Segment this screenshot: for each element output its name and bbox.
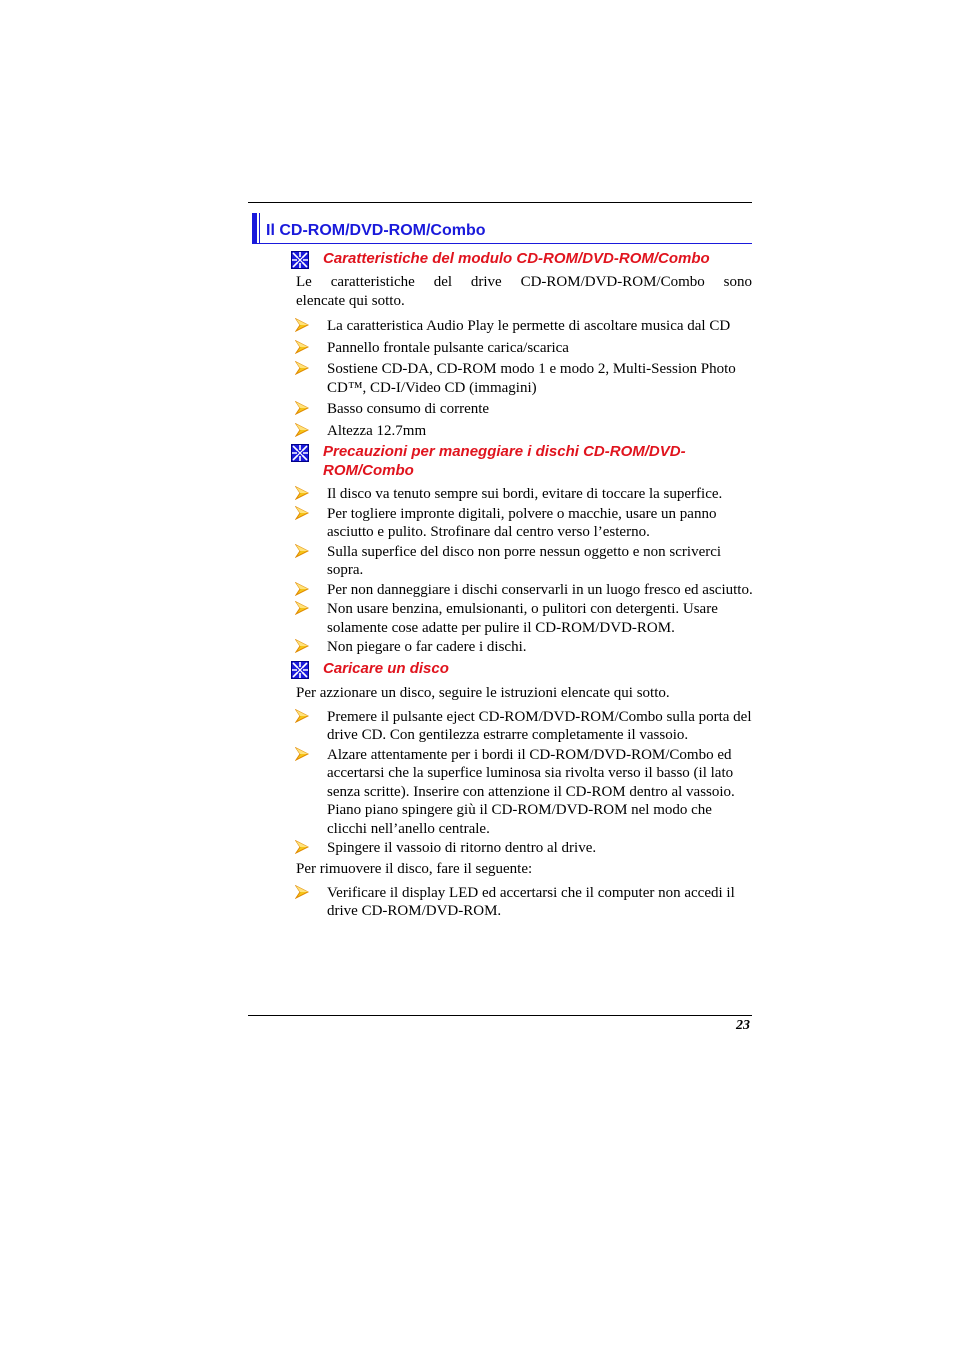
arrow-bullet-icon: [295, 340, 309, 354]
arrow-bullet-icon: [295, 709, 309, 723]
precautions-list: [291, 485, 754, 657]
list-item: Sostiene CD-DA, CD-ROM modo 1 e modo 2, Multi-Session Photo CD™, CD-I/Video CD (immagini): [327, 360, 754, 397]
features-intro: [296, 273, 754, 311]
arrow-bullet-icon: [295, 423, 309, 437]
precautions-heading-line2: ROM/Combo: [323, 462, 414, 479]
subsection-loading: [291, 659, 754, 678]
loading-intro: Per azzionare un disco, seguire le istruzioni elencate qui sotto.: [296, 684, 670, 701]
removal-list: [291, 884, 754, 921]
arrow-bullet-icon: [295, 506, 309, 520]
list-item: Altezza 12.7mm: [327, 422, 754, 441]
features-heading: Caratteristiche del modulo CD-ROM/DVD-ROM/Combo: [323, 250, 710, 267]
precautions-heading-line1: Precauzioni per maneggiare i dischi CD-ROM/DVD-: [323, 443, 686, 460]
list-item: Il disco va tenuto sempre sui bordi, evitare di toccare la superfice.: [327, 485, 754, 504]
list-item: Basso consumo di corrente: [327, 400, 754, 419]
arrow-bullet-icon: [295, 486, 309, 500]
list-item: Alzare attentamente per i bordi il CD-ROM/DVD-ROM/Combo ed accertarsi che la superfice luminosa sia rivolta verso il basso (il lato senza scritte). Inserire con attenzione il CD-ROM dentro al vassoio. Piano piano spingere giù il CD-ROM/DVD-ROM nel modo che clicchi nell’anello centrale.: [327, 746, 754, 839]
features-intro-line2: elencate qui sotto.: [296, 293, 405, 309]
arrow-bullet-icon: [295, 601, 309, 615]
list-item: Non usare benzina, emulsionanti, o pulitori con detergenti. Usare solamente cose adatte per pulire il CD-ROM/DVD-ROM.: [327, 600, 754, 637]
list-item: Per togliere impronte digitali, polvere o macchie, usare un panno asciutto e pulito. Strofinare dal centro verso l’esterno.: [327, 505, 754, 542]
list-item: Verificare il display LED ed accertarsi che il computer non accedi il drive CD-ROM/DVD-ROM.: [327, 884, 754, 921]
arrow-bullet-icon: [295, 544, 309, 558]
arrow-bullet-icon: [295, 840, 309, 854]
arrow-bullet-icon: [295, 361, 309, 375]
loading-list: [291, 708, 754, 858]
page-number: 23: [736, 1018, 750, 1033]
arrow-bullet-icon: [295, 747, 309, 761]
bottom-rule: [248, 1015, 752, 1016]
removal-intro: Per rimuovere il disco, fare il seguente:: [296, 860, 533, 877]
features-intro-line1: Le caratteristiche del drive CD-ROM/DVD-ROM/Combo sono: [296, 274, 752, 290]
list-item: Premere il pulsante eject CD-ROM/DVD-ROM/Combo sulla porta del drive CD. Con gentilezza estrarre completamente il vassoio.: [327, 708, 754, 745]
arrow-bullet-icon: [295, 401, 309, 415]
star-bullet-icon: [291, 251, 309, 269]
section-bar-icon: [252, 213, 257, 243]
loading-heading: Caricare un disco: [323, 659, 449, 677]
list-item: Per non danneggiare i dischi conservarli in un luogo fresco ed asciutto.: [327, 581, 754, 600]
star-bullet-icon: [291, 661, 309, 679]
subsection-precautions: [291, 442, 754, 480]
section-header: [252, 213, 752, 244]
page-content: [291, 248, 754, 921]
features-list: [291, 317, 754, 440]
section-bar-thin-icon: [259, 213, 260, 243]
arrow-bullet-icon: [295, 885, 309, 899]
section-title: Il CD-ROM/DVD-ROM/Combo: [266, 222, 486, 239]
star-bullet-icon: [291, 444, 309, 462]
top-rule: [248, 202, 752, 203]
list-item: La caratteristica Audio Play le permette di ascoltare musica dal CD: [327, 317, 754, 336]
arrow-bullet-icon: [295, 582, 309, 596]
arrow-bullet-icon: [295, 318, 309, 332]
list-item: Non piegare o far cadere i dischi.: [327, 638, 754, 657]
list-item: Spingere il vassoio di ritorno dentro al drive.: [327, 839, 754, 858]
subsection-features: [291, 249, 754, 268]
list-item: Pannello frontale pulsante carica/scarica: [327, 339, 754, 358]
list-item: Sulla superfice del disco non porre nessun oggetto e non scriverci sopra.: [327, 543, 754, 580]
arrow-bullet-icon: [295, 639, 309, 653]
